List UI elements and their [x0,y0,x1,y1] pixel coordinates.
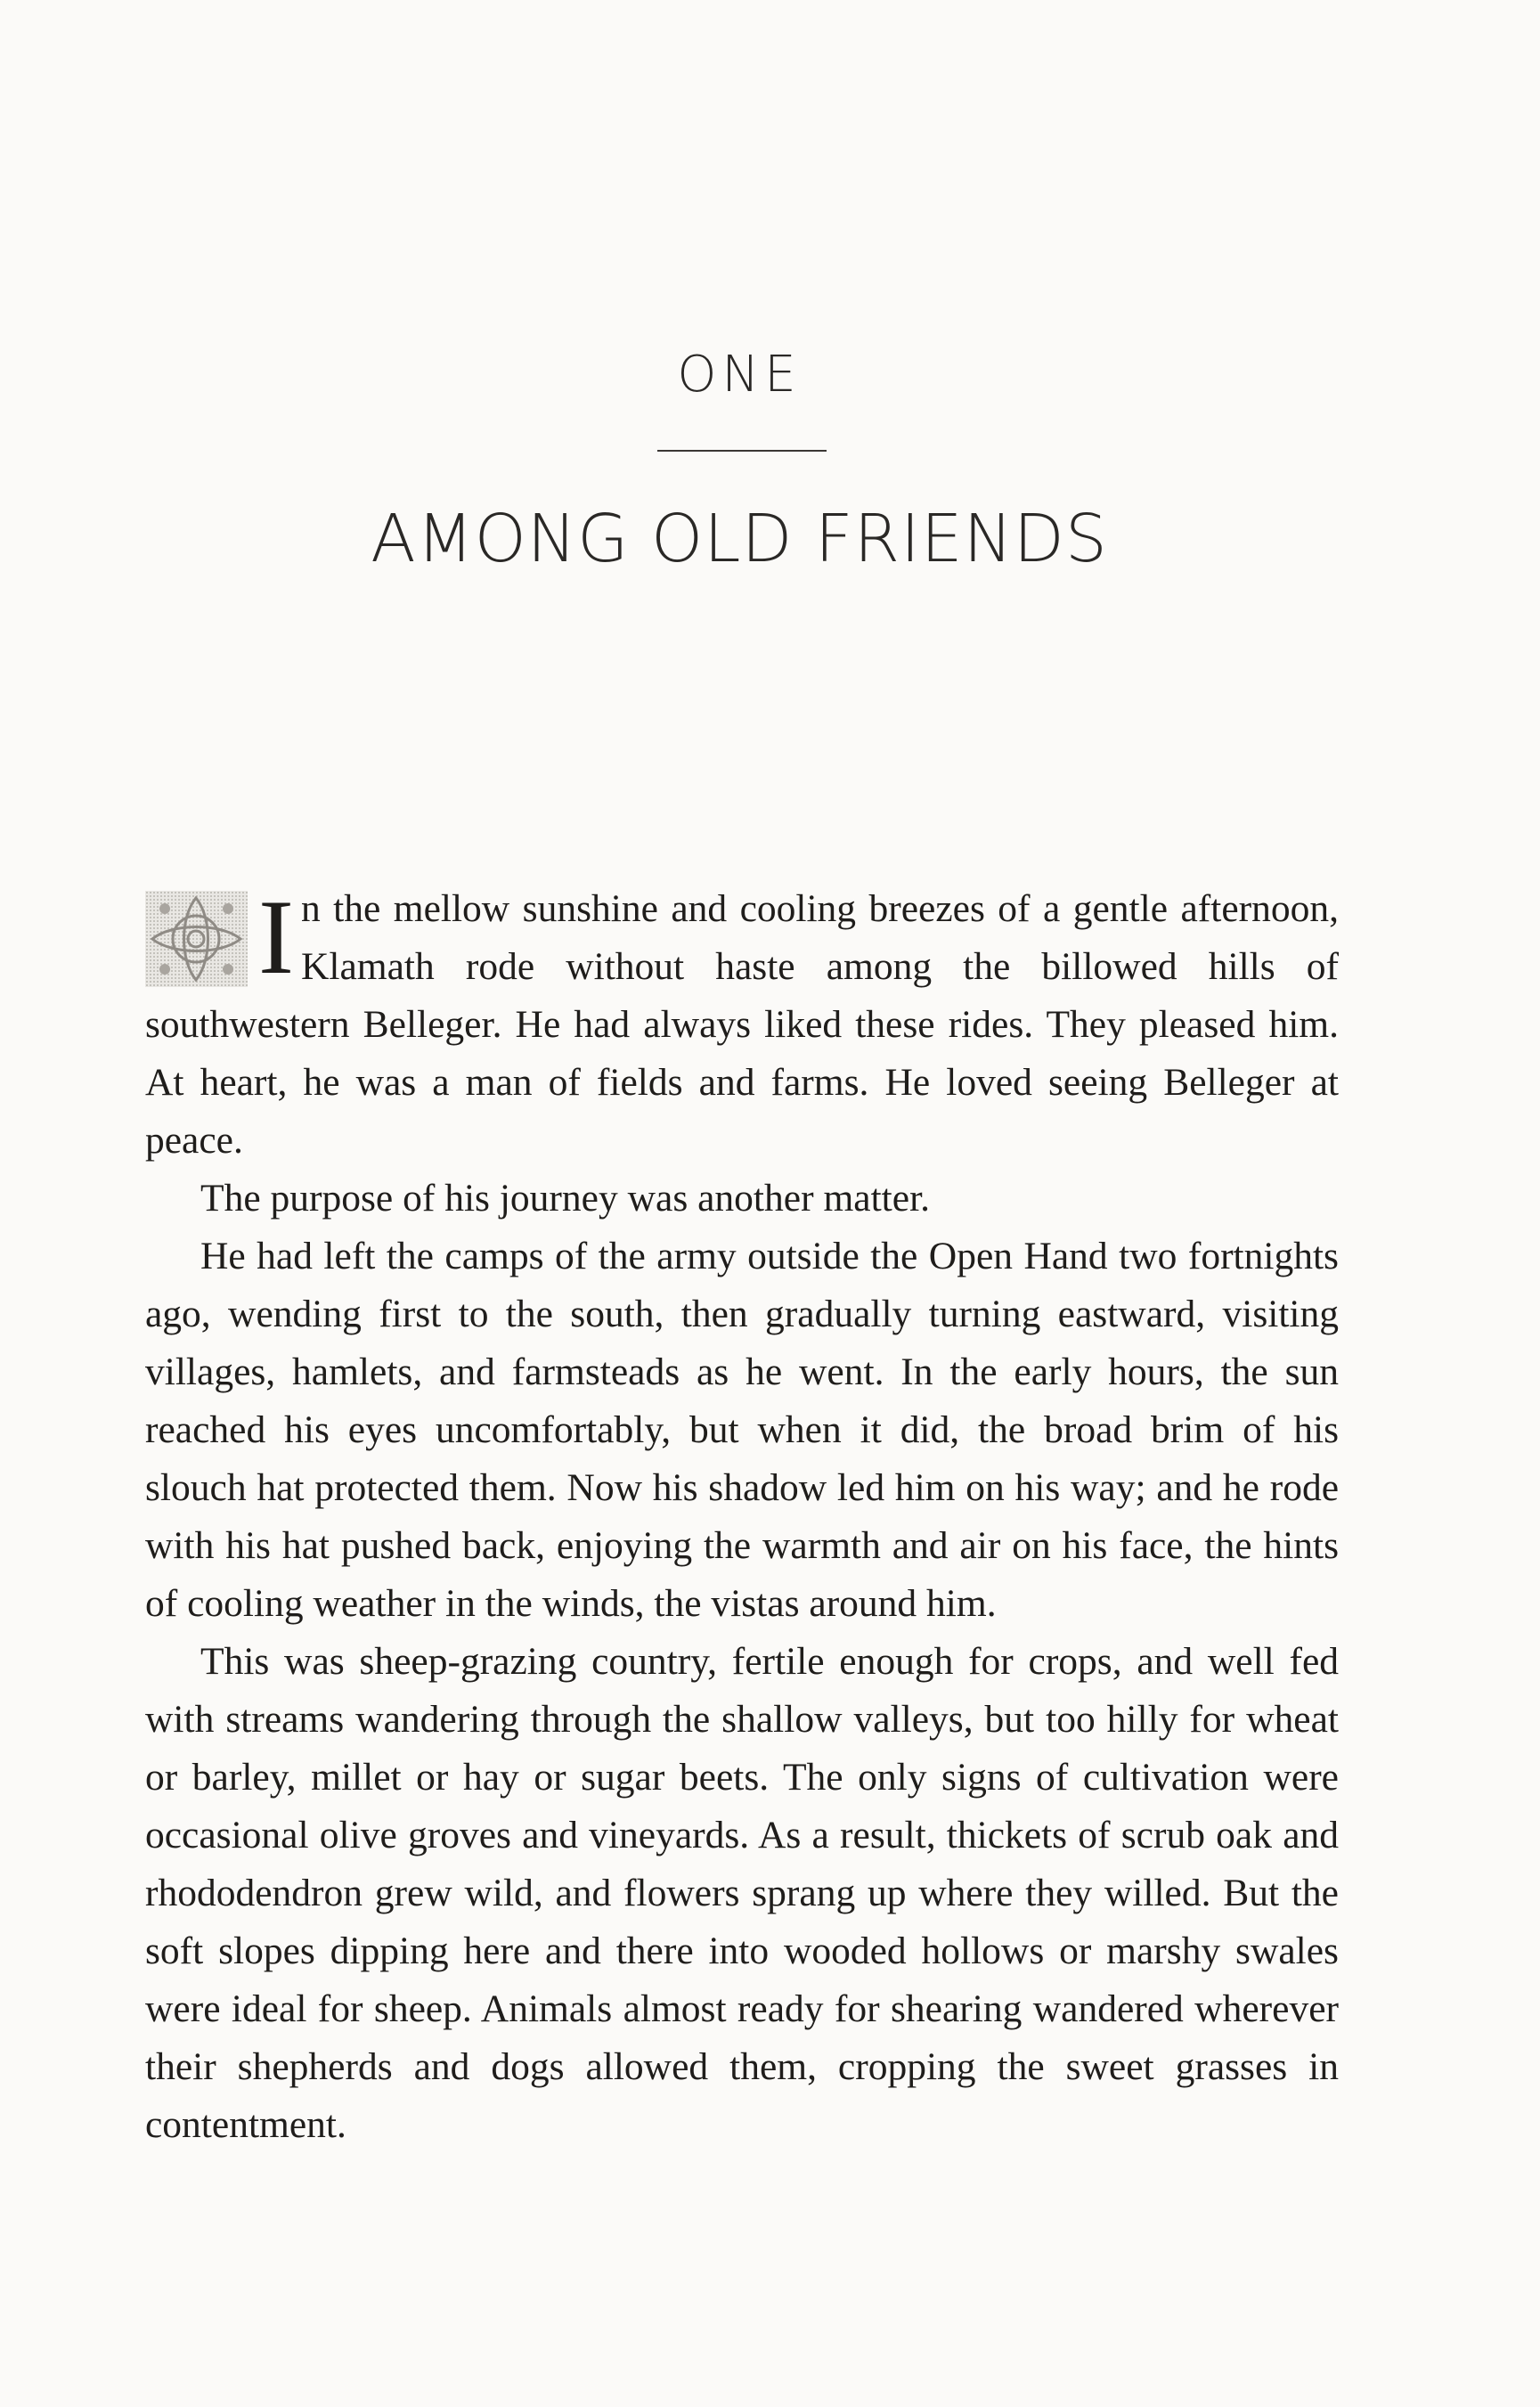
paragraph-1-text: n the mellow sunshine and cooling breezes of a gentle afternoon, Klamath rode without haste among the billowed hills of southwestern Belleger. He had always liked these rides. They pleased him. At heart, he was a man of fields and farms. He loved seeing Belleger at peace. [145,887,1339,1162]
drop-cap: I [258,877,294,996]
paragraph-4: This was sheep-grazing country, fertile enough for crops, and well fed with streams wandering through the shallow valleys, but too hilly for wheat or barley, millet or hay or sugar beets. The only signs of cultivation were occasional olive groves and vineyards. As a result, thickets of scrub oak and rhododendron grew wild, and flowers sprang up where they willed. But the soft slopes dipping here and there into wooded hollows or marshy swales were ideal for sheep. Animals almost ready for shearing wandered wherever their shepherds and dogs allowed them, cropping the sweet grasses in contentment. [145,1640,1339,2146]
chapter-body [145,877,1339,2154]
chapter-divider [657,450,827,452]
celtic-knot-ornament-icon [145,891,248,987]
chapter-number: ONE [677,346,802,404]
paragraph-2: The purpose of his journey was another matter. [200,1177,931,1220]
paragraph-3: He had left the camps of the army outside the Open Hand two fortnights ago, wending first to the south, then gradually turning eastward, visiting villages, hamlets, and farmsteads as he went. In the early hours, the sun reached his eyes uncomfortably, but when it did, the broad brim of his slouch hat protected them. Now his shadow led him on his way; and he rode with his hat pushed back, enjoying the warmth and air on his face, the hints of cooling weather in the winds, the vistas around him. [145,1235,1339,1625]
chapter-title: AMONG OLD FRIENDS [371,501,1108,577]
paragraph-1 [145,877,1339,1170]
